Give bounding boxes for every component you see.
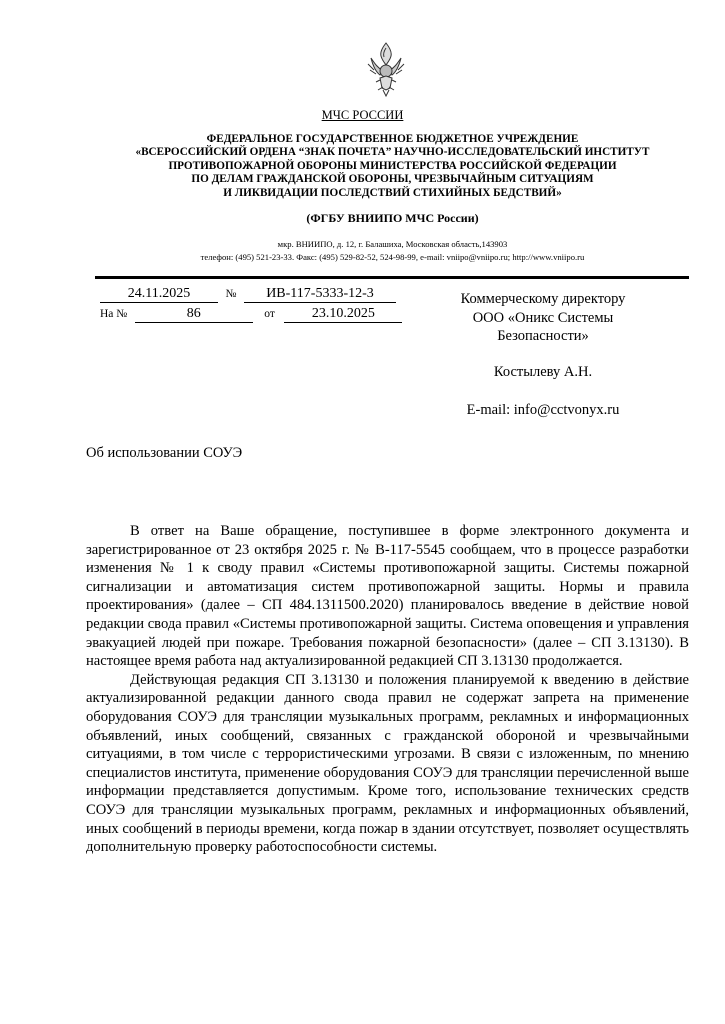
- institution-line: ФЕДЕРАЛЬНОЕ ГОСУДАРСТВЕННОЕ БЮДЖЕТНОЕ УЧРЕЖДЕНИЕ: [206, 133, 579, 145]
- body-paragraph: Действующая редакция СП 3.13130 и положения планируемой к введению в действие актуализированной редакции данного свода правил не содержат запрета на применение оборудования СОУЭ для трансляции музыкальных программ, рекламных и информационных объявлений, иных сообщений, связанных с гражданской обороной и чрезвычайными ситуациями, в том числе с террористическими угрозами. В связи с изложенным, по мнению специалистов института, применение оборудования СОУЭ для трансляции перечисленной выше информации представляется допустимым. Кроме того, использование технических средств СОУЭ для трансляции музыкальных программ, рекламных и информационных объявлений, иных сообщений в периоды времени, когда пожар в здании отсутствует, позволяет осуществлять дополнительную проверку работоспособности системы.: [86, 671, 689, 856]
- institution-line: «ВСЕРОССИЙСКИЙ ОРДЕНА “ЗНАК ПОЧЕТА” НАУЧНО-ИССЛЕДОВАТЕЛЬСКИЙ ИНСТИТУТ: [135, 146, 650, 159]
- address-block: [60, 238, 725, 263]
- registration-line: [100, 286, 396, 303]
- letter-body: [86, 522, 689, 857]
- header-divider: [95, 276, 689, 279]
- outgoing-number: ИВ-117-5333-12-3: [244, 286, 396, 303]
- institution-line: ПРОТИВОПОЖАРНОЙ ОБОРОНЫ МИНИСТЕРСТВА РОССИЙСКОЙ ФЕДЕРАЦИИ: [168, 159, 617, 172]
- reference-date: 23.10.2025: [284, 306, 402, 323]
- address: мкр. ВНИИПО, д. 12, г. Балашиха, Московская область,143903: [277, 239, 508, 249]
- agency-name: МЧС РОССИИ: [321, 108, 404, 122]
- from-label: от: [264, 308, 275, 320]
- recipient-line: ООО «Оникс Системы: [472, 309, 614, 326]
- institution-line: И ЛИКВИДАЦИИ ПОСЛЕДСТВИЙ СТИХИЙНЫХ БЕДСТВИЙ»: [223, 186, 562, 199]
- reference-line: [100, 306, 402, 323]
- emblem-icon: [366, 40, 406, 98]
- reference-number: 86: [135, 306, 253, 323]
- recipient-block: [425, 290, 661, 346]
- reference-label: На №: [100, 308, 128, 320]
- body-paragraph: В ответ на Ваше обращение, поступившее в форме электронного документа и зарегистрированное от 23 октября 2025 г. № В-117-5545 сообщаем, что в процессе разработки изменения № 1 к своду правил «Системы противопожарной защиты. Системы пожарной сигнализации и автоматизация систем противопожарной защиты. Нормы и правила проектирования» (далее – СП 484.1311500.2020) планировалось введение в действие новой редакции свода правил «Системы противопожарной защиты. Система оповещения и управления эвакуацией людей при пожаре. Требования пожарной безопасности» (далее – СП 3.13130). В настоящее время работа над актуализированной редакцией СП 3.13130 продолжается.: [86, 523, 689, 670]
- recipient-line: Коммерческому директору: [460, 291, 626, 307]
- letter-subject: Об использовании СОУЭ: [86, 445, 243, 461]
- institution-name: [60, 133, 725, 200]
- recipient-line: Безопасности»: [497, 328, 589, 344]
- recipient-name: Костылеву А.Н.: [493, 364, 593, 380]
- institution-short-name: (ФГБУ ВНИИПО МЧС России): [306, 211, 479, 225]
- number-label: №: [225, 288, 237, 300]
- institution-line: ПО ДЕЛАМ ГРАЖДАНСКОЙ ОБОРОНЫ, ЧРЕЗВЫЧАЙНЫМ СИТУАЦИЯМ: [191, 173, 594, 186]
- recipient-email: E-mail: info@cctvonyx.ru: [466, 402, 620, 418]
- outgoing-date: 24.11.2025: [100, 286, 218, 303]
- contacts: телефон: (495) 521-23-33. Факс: (495) 529-82-52, 524-98-99, e-mail: vniipo@vniipo.ru; http://www.vniipo.ru: [200, 251, 585, 262]
